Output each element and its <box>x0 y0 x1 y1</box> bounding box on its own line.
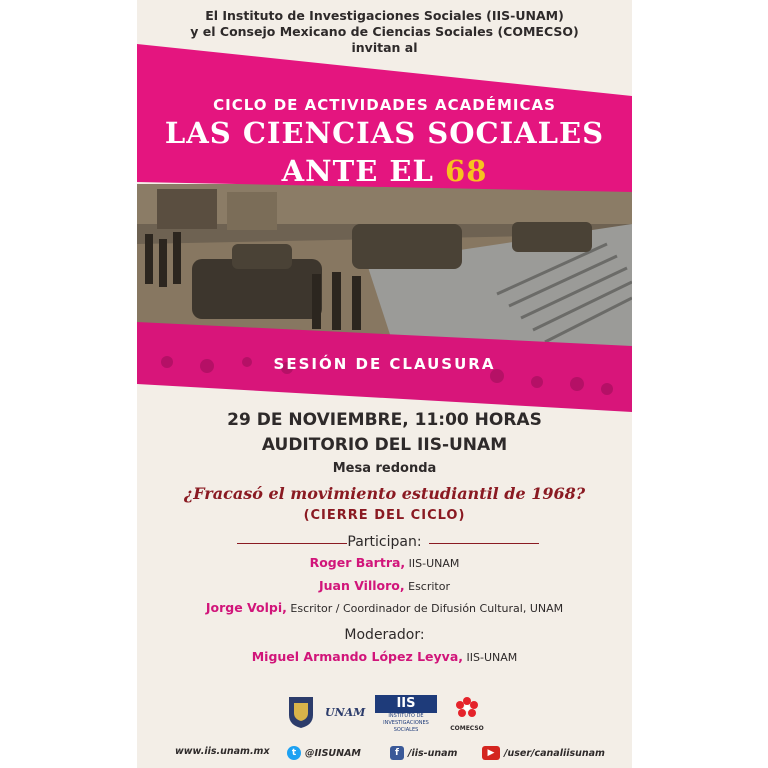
photo-tank-3 <box>512 222 592 252</box>
unam-logo: UNAM <box>325 706 366 719</box>
footer-twitter[interactable] <box>287 746 361 760</box>
title-ante-el: ANTE EL <box>281 154 434 188</box>
poster <box>137 0 632 768</box>
participant-2 <box>137 578 632 593</box>
comecso-logo <box>447 695 487 731</box>
photo-tank-2 <box>352 224 462 269</box>
event-format: Mesa redonda <box>332 461 437 476</box>
event-note: (CIERRE DEL CICLO) <box>303 508 466 523</box>
moderator-role: IIS-UNAM <box>466 651 518 664</box>
twitter-handle[interactable]: @IISUNAM <box>305 747 361 759</box>
event-date: 29 DE NOVIEMBRE, 11:00 HORAS <box>227 410 542 430</box>
comecso-flower-icon <box>447 695 487 721</box>
title-highlight-68: 68 <box>445 154 488 188</box>
moderator-name: Miguel Armando López Leyva, <box>251 649 464 664</box>
youtube-channel[interactable]: /user/canaliisunam <box>504 747 605 759</box>
participant-name: Jorge Volpi, <box>205 600 287 615</box>
header-line-3: invitan al <box>351 40 418 55</box>
iis-logo-caption: INSTITUTO DE INVESTIGACIONES SOCIALES <box>383 713 429 733</box>
participant-name: Roger Bartra, <box>309 555 406 570</box>
photo-building-2 <box>227 192 277 230</box>
title-line-2 <box>137 154 632 188</box>
website-link[interactable]: www.iis.unam.mx <box>175 746 270 757</box>
header-line-1: El Instituto de Investigaciones Sociales (IIS-UNAM) <box>205 8 564 23</box>
twitter-icon: t <box>287 746 301 760</box>
session-label: SESIÓN DE CLAUSURA <box>273 355 496 373</box>
header-line-2: y el Consejo Mexicano de Ciencias Sociales (COMECSO) <box>190 24 579 39</box>
comecso-caption: COMECSO <box>450 725 484 732</box>
moderator <box>137 649 632 664</box>
title-line-1: LAS CIENCIAS SOCIALES <box>164 116 605 150</box>
participant-1 <box>137 555 632 570</box>
event-venue: AUDITORIO DEL IIS-UNAM <box>261 435 508 455</box>
photo-tank-1-turret <box>232 244 292 269</box>
facebook-handle[interactable]: /iis-unam <box>408 747 458 759</box>
participant-role: Escritor / Coordinador de Difusión Cultural, UNAM <box>290 602 564 615</box>
iis-logo-mark: IIS <box>375 695 437 713</box>
participants-heading: Participan: <box>347 534 422 550</box>
footer-youtube[interactable] <box>482 746 605 760</box>
logo-strip <box>137 695 632 735</box>
photo-building-1 <box>157 189 217 229</box>
iis-logo <box>375 695 437 731</box>
participant-3 <box>137 600 632 615</box>
footer-website[interactable] <box>175 746 270 757</box>
event-question: ¿Fracasó el movimiento estudiantil de 1968? <box>183 484 586 503</box>
youtube-icon: ▶ <box>482 746 500 760</box>
unam-shield-logo <box>287 695 315 731</box>
facebook-icon: f <box>390 746 404 760</box>
participant-name: Juan Villoro, <box>318 578 405 593</box>
participant-role: IIS-UNAM <box>408 557 460 570</box>
footer-facebook[interactable] <box>390 746 457 760</box>
footer <box>137 743 632 763</box>
participant-role: Escritor <box>408 580 450 593</box>
moderator-heading: Moderador: <box>344 627 425 643</box>
series-label: CICLO DE ACTIVIDADES ACADÉMICAS <box>213 96 556 114</box>
